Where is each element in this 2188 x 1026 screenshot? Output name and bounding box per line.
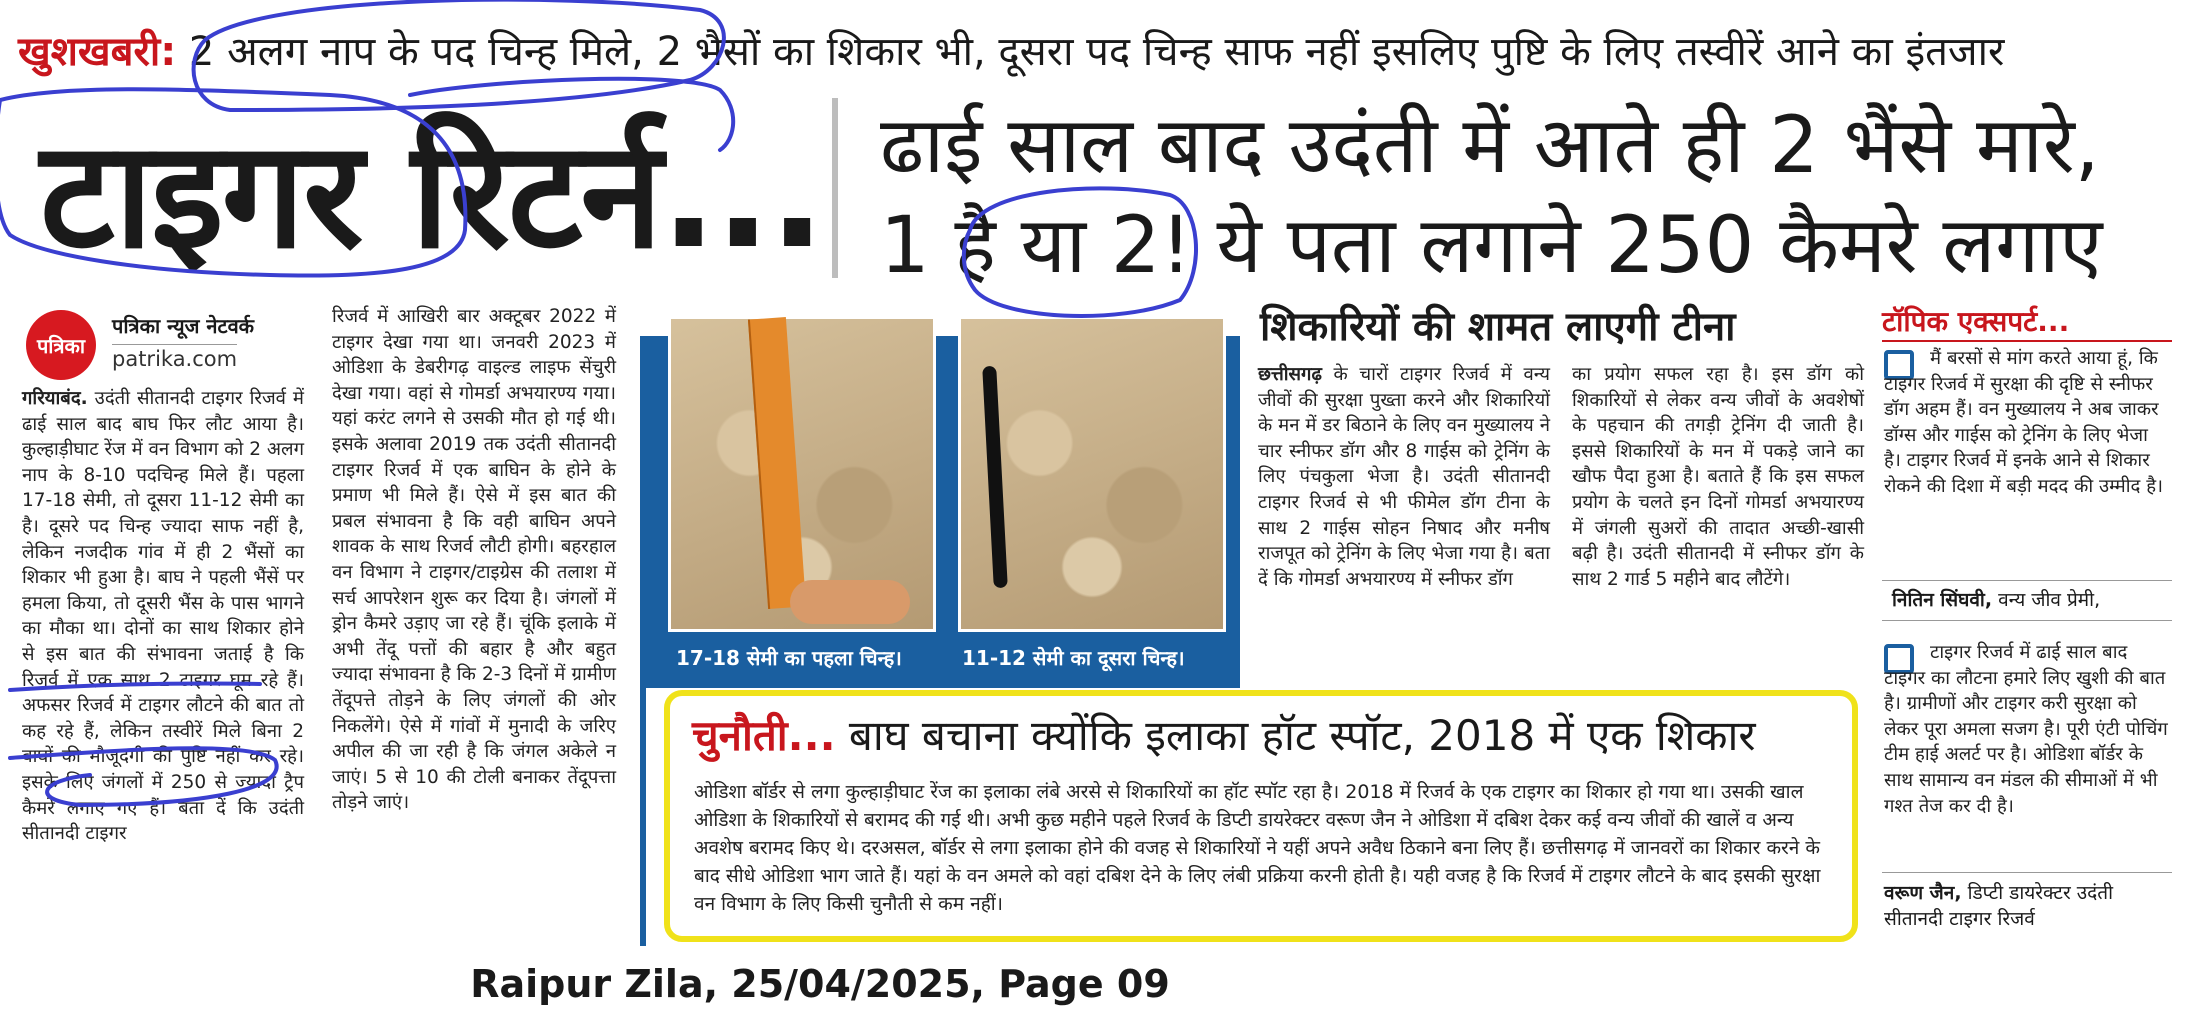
deck-line-1: ढाई साल बाद उदंती में आते ही 2 भैंसे मारे, <box>880 101 2100 191</box>
challenge-frame-bar <box>640 688 646 946</box>
kicker-text: 2 अलग नाप के पद चिन्ह मिले, 2 भैसों का शिकार भी, दूसरा पद चिन्ह साफ नहीं इसलिए पुष्टि के लिए तस्वीरें आने का इंतजार <box>176 29 2005 75</box>
story-dateline: गरियाबंद. <box>22 388 88 409</box>
sidebar-column-2: का प्रयोग सफल रहा है। इस डॉग को शिकारियों से लेकर वन्य जीवों के अवशेषों के पहचान की तगड़ी ट्रेनिंग दी जाती है। इससे शिकारियों के मन में पकड़े जाने का खौफ पैदा हुआ है। बताते हैं कि इस सफल प्रयोग के चलते इन दिनों गोमर्डा अभयारण्य में जंगली सुअरों की तादात अच्छी-खासी बढ़ी है। उदंती सीतानदी में स्नीफर डॉग के साथ 2 गार्ड 5 महीने बाद लौटेंगे। <box>1572 364 1864 590</box>
photo-caption-2: 11-12 सेमी का दूसरा चिन्ह। <box>962 646 1185 670</box>
expert-separator <box>1882 620 2172 621</box>
photo-caption-1: 17-18 सेमी का पहला चिन्ह। <box>676 646 902 670</box>
challenge-title-text: बाघ बचाना क्योंकि इलाका हॉट स्पॉट, 2018 में एक शिकार <box>835 711 1756 760</box>
sidebar-column-1-text: के चारों टाइगर रिजर्व में वन्य जीवों की सुरक्षा पुख्ता करने और शिकारियों के मन में डर बिठाने के लिए वन मुख्यालय ने चार स्नीफर डॉग और 8 गाईस को ट्रेनिंग के लिए पंचकुला भेजा है। उदंती सीतानदी टाइगर रिजर्व से भी फीमेल डॉग टीना के साथ 2 गाईस सोहन निषाद और मनीष राजपूत को ट्रेनिंग के लिए भेजा गया है। बता दें कि गोमर्डा अभयारण्य में स्नीफर डॉग <box>1258 364 1550 590</box>
kicker-label: खुशखबरी: <box>18 29 177 75</box>
expert-separator <box>1882 580 2172 581</box>
story-column-1 <box>22 386 304 847</box>
sidebar-heading: शिकारियों की शामत लाएगी टीना <box>1260 304 1736 350</box>
expert-role-1: वन्य जीव प्रेमी, <box>1992 589 2101 611</box>
expert-quote-2: टाइगर रिजर्व में ढाई साल बाद टाइगर का लौटना हमारे लिए खुशी की बात है। ग्रामीणों और टाइगर करी सुरक्षा को लेकर पूरा अमला सजग है। पूरी एंटी पोचिंग टीम हाई अलर्ट पर है। ओडिशा बॉर्डर के साथ सामान्य वन मंडल की सीमाओं में भी गश्त तेज कर दी है। <box>1884 642 2168 817</box>
expert-signature-2 <box>1884 880 2174 932</box>
byline-name: पत्रिका न्यूज नेटवर्क <box>112 314 255 338</box>
challenge-body: ओडिशा बॉर्डर से लगा कुल्हाड़ीघाट रेंज का इलाका लंबे अरसे से शिकारियों का हॉट स्पॉट रहा है। 2018 में रिजर्व के एक टाइगर का शिकार हो गया था। उसकी खाल ओडिशा के शिकारियों से बरामद की गई थी। अभी कुछ महीने पहले रिजर्व के डिप्टी डायरेक्टर वरूण जैन ने ओडिशा में दबिश देकर कई वन्य जीवों की खालें व अन्य अवशेष बरामद किए थे। दरअसल, बॉर्डर से लगा इलाका होने की वजह से शिकारियों ने यहीं अपने अवैध ठिकाने बना लिए हैं। छत्तीसगढ़ में जानवरों का शिकार करने के बाद सीधे ओडिशा भाग जाते हैं। यहां के वन अमले को वहां दबिश देने के लिए लंबी प्रक्रिया करनी होती है। यही वजह है कि रिजर्व में टाइगर लौटने के बाद इसकी सुरक्षा वन विभाग के लिए किसी चुनौती से कम नहीं। <box>694 781 1821 915</box>
deck-line-2: 1 है या 2! ये पता लगाने 250 कैमरे लगाए <box>880 201 2103 291</box>
main-headline: टाइगर रिटर्न... <box>40 109 824 281</box>
expert-name-2: वरूण जैन, <box>1884 882 1962 904</box>
expert-rule <box>1882 340 2172 342</box>
hand-icon <box>790 580 910 624</box>
expert-separator <box>1882 872 2172 873</box>
sidebar-dateline: छत्तीसगढ़ <box>1258 364 1322 385</box>
deck-divider <box>832 98 838 278</box>
expert-name-1: नितिन सिंघवी, <box>1892 589 1993 611</box>
challenge-title <box>692 708 1756 764</box>
patrika-logo: पत्रिका <box>26 310 96 380</box>
page-footer: Raipur Zila, 25/04/2025, Page 09 <box>470 962 1170 1006</box>
expert-heading: टॉपिक एक्सपर्ट... <box>1882 305 2070 338</box>
expert-signature-1 <box>1892 586 2100 612</box>
challenge-label: चुनौती... <box>692 711 836 760</box>
byline-site: patrika.com <box>112 344 237 371</box>
story-column-2: रिजर्व में आखिरी बार अक्टूबर 2022 में टाइगर देखा गया था। जनवरी 2023 में ओडिशा के डेबरीगढ़ वाइल्ड लाइफ सेंचुरी देखा गया। वहां से गोमर्डा अभयारण्य गया। यहां करंट लगने से उसकी मौत हो गई थी। इसके अलावा 2019 तक उदंती सीतानदी टाइगर रिजर्व में एक बाघिन के होने के प्रमाण भी मिले हैं। ऐसे में इस बात की प्रबल संभावना है कि वही बाघिन अपने शावक के साथ रिजर्व लौटी होगी। बहरहाल वन विभाग ने टाइगर/टाइग्रेस की तलाश में सर्च आपरेशन शुरू कर दिया है। जंगलों में ड्रोन कैमरे उड़ाए जा रहे हैं। चूंकि इलाके में अभी तेंदू पत्तों की बहार है और बहुत ज्यादा संभावना है कि 2-3 दिनों में ग्रामीण तेंदूपत्ते तोड़ने के लिए जंगलों की ओर निकलेंगे। ऐसे में गांवों में मुनादी के जरिए अपील की जा रही है कि जंगल अकेले न जाएं। 5 से 10 की टोली बनाकर तेंदूपत्ता तोड़ने जाएं। <box>332 306 616 814</box>
story-column-1-text: उदंती सीतानदी टाइगर रिजर्व में ढाई साल बाद बाघ फिर लौट आया है। कुल्हाड़ीघाट रेंज में वन विभाग को 2 अलग नाप के 8-10 पदचिन्ह मिले हैं। पहला 17-18 सेमी, तो दूसरा 11-12 सेमी का है। दूसरे पद चिन्ह ज्यादा साफ नहीं है, लेकिन नजदीक गांव में ही 2 भैंसों का शिकार भी हुआ है। बाघ ने पहली भैंसें पर हमला किया, तो दूसरी भैंस के पास भागने का मौका था। दोनों का साथ शिकार होने से इस बात की संभावना जताई है कि रिजर्व में एक साथ 2 टाइगर घूम रहे हैं। अफसर रिजर्व में टाइगर लौटने की बात तो कह रहे हैं, लेकिन तस्वीरें मिले बिना 2 बाघों की मौजूदगी की पुष्टि नहीं कर रहे। इसके लिए जंगलों में 250 से ज्यादा ट्रैप कैमरे लगाए गए हैं। बता दें कि उदंती सीतानदी टाइगर <box>22 388 304 845</box>
kicker-line <box>18 28 2004 76</box>
expert-role-2: डिप्टी डायरेक्टर उदंती सीतानदी टाइगर रिजर्व <box>1884 882 2114 930</box>
expert-quote-1: मैं बरसों से मांग करते आया हूं, कि टाइगर रिजर्व में सुरक्षा की दृष्टि से स्नीफर डॉग अहम हैं। वन मुख्यालय ने अब जाकर डॉग्स और गाईस को ट्रेनिंग के लिए भेजा है। टाइगर रिजर्व में इनके आने से शिकार रोकने की दिशा में बड़ी मदद की उम्मीद है। <box>1884 348 2164 497</box>
sidebar-column-1 <box>1258 362 1550 592</box>
